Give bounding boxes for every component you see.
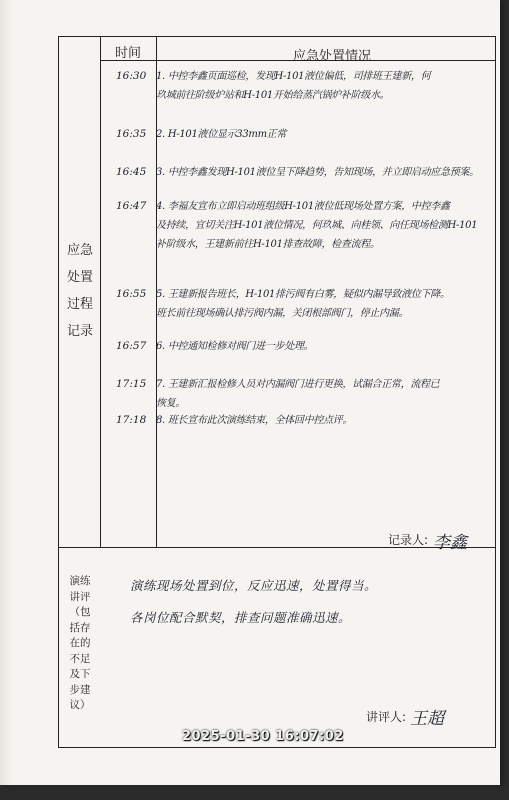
reviewer-signature: 王超: [410, 709, 444, 729]
record-text: 班长前往现场确认排污阀内漏，关闭根部阀门，停止内漏。: [156, 308, 409, 319]
table-top-border: [58, 36, 495, 37]
label-column-border: [100, 36, 101, 547]
time-column-header: 时间: [114, 46, 141, 61]
record-text: 2. H-101液位显示33mm正常: [156, 129, 287, 140]
record-text: 3. 中控李鑫发现H-101液位呈下降趋势，告知现场，并立即启动应急预案。: [156, 167, 479, 178]
section-label: 应急 处置 过程 记录: [66, 243, 93, 339]
record-time: 16:30: [116, 70, 147, 82]
review-label: 演练 讲评 （包 括存 在的 不足 及下 步建 议）: [69, 575, 91, 711]
record-time: 17:18: [116, 414, 147, 426]
table-bottom-border: [58, 747, 495, 748]
binding-edge: [0, 0, 12, 785]
record-time: 17:15: [116, 378, 147, 390]
record-time: 16:45: [116, 166, 147, 178]
photo-timestamp: 2025-01-30 16:07:02: [182, 729, 344, 744]
record-text: 4. 李福友宣布立即启动班组级H-101液位低现场处置方案，中控李鑫: [156, 201, 450, 212]
record-text: 6. 中控通知检修对阀门进一步处理。: [156, 341, 314, 352]
table-left-border: [58, 36, 59, 748]
record-text: 8. 班长宣布此次演练结束，全体回中控点评。: [156, 415, 353, 426]
review-text: 演练现场处置到位，反应迅速，处置得当。: [130, 578, 378, 593]
record-time: 16:57: [116, 340, 147, 352]
record-text: 7. 王建新汇报检修人员对内漏阀门进行更换，试漏合正常，流程已: [156, 379, 440, 390]
record-text: 恢复。: [156, 398, 186, 409]
record-text: 玖城前往阶级炉站和H-101开始给蒸汽锅炉补阶级水。: [156, 90, 390, 101]
record-time: 16:47: [116, 200, 147, 212]
record-time: 16:35: [116, 128, 147, 140]
record-text: 补阶级水，王建新前往H-101排查故障，检查流程。: [156, 239, 380, 250]
description-column-header: 应急处置情况: [292, 49, 371, 64]
section-divider: [58, 547, 495, 548]
record-text: 5. 王建新报告班长，H-101排污阀有白雾，疑似内漏导致液位下降。: [156, 289, 450, 300]
table-right-border: [495, 36, 496, 748]
recorder-label: 记录人:: [388, 533, 429, 547]
record-text: 及持续，宜切关注H-101液位情况，何玖城、向桂领、向任现场检测H-101: [156, 220, 478, 231]
record-time: 16:55: [116, 288, 147, 300]
recorder-signature: 李鑫: [433, 533, 467, 553]
review-text: 各岗位配合默契，排查问题准确迅速。: [130, 610, 352, 625]
reviewer-label: 讲评人:: [366, 710, 407, 724]
record-text: 1. 中控李鑫页面巡检，发现H-101液位偏低，司排班王建新，何: [156, 71, 431, 82]
